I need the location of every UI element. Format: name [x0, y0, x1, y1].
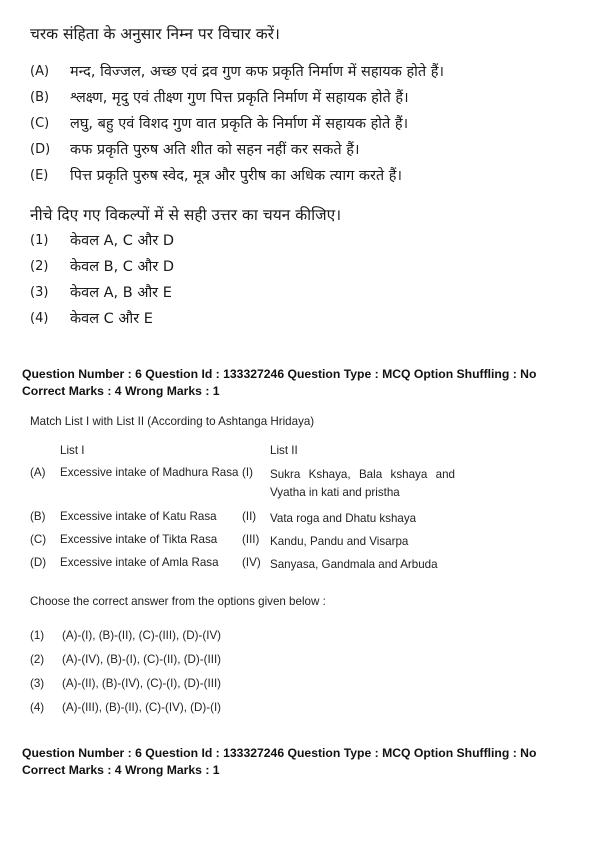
option-text: (A)-(IV), (B)-(I), (C)-(II), (D)-(III) — [62, 652, 222, 666]
option-1 — [30, 623, 221, 647]
option-3 — [30, 671, 221, 695]
row-text-b: Kandu, Pandu and Visarpa — [270, 535, 409, 548]
hindi-options — [30, 227, 174, 331]
statement-label: (D) — [30, 141, 51, 157]
option-2 — [30, 647, 221, 671]
match-row — [30, 466, 470, 510]
hindi-instruction: नीचे दिए गए विकल्पों में से सही उत्तर का चयन कीजिए। — [30, 206, 342, 224]
option-text: केवल C और E — [70, 311, 153, 327]
row-label-a: (D) — [30, 556, 47, 569]
choose-instruction: Choose the correct answer from the options given below : — [30, 595, 326, 608]
match-prompt: Match List I with List II (According to Ashtanga Hridaya) — [30, 415, 315, 428]
option-label: (4) — [30, 700, 45, 714]
list-2-header: List II — [270, 444, 298, 457]
option-4 — [30, 695, 221, 719]
statement-label: (B) — [30, 89, 50, 105]
option-label: (3) — [30, 676, 45, 690]
row-label-a: (B) — [30, 510, 46, 523]
statement-e — [30, 162, 444, 188]
question-meta-line: Question Number : 6 Question Id : 133327246 Question Type : MCQ Option Shuffling : No — [22, 367, 537, 381]
row-text-b: Sukra Kshaya, Bala kshaya and Vyatha in kati and pristha — [270, 468, 455, 499]
match-table-header — [30, 444, 470, 466]
option-3 — [30, 279, 174, 305]
statement-d — [30, 136, 444, 162]
row-label-b: (II) — [242, 510, 257, 523]
list-1-header: List I — [60, 444, 85, 457]
match-row — [30, 510, 470, 533]
option-label: (1) — [30, 628, 45, 642]
option-label: (4) — [30, 310, 49, 326]
option-text: केवल B, C और D — [70, 259, 175, 275]
statement-text: श्लक्ष्ण, मृदु एवं तीक्ष्ण गुण पित्त प्रकृति निर्माण में सहायक होते हैं। — [70, 90, 409, 106]
option-text: केवल A, C और D — [70, 233, 175, 249]
statement-text: पित्त प्रकृति पुरुष स्वेद, मूत्र और पुरीष का अधिक त्याग करते हैं। — [70, 168, 402, 184]
question-meta-header — [22, 366, 536, 400]
marks-line: Correct Marks : 4 Wrong Marks : 1 — [22, 384, 220, 398]
row-label-a: (A) — [30, 466, 46, 479]
row-label-b: (I) — [242, 466, 253, 479]
statement-text: कफ प्रकृति पुरुष अति शीत को सहन नहीं कर सकते हैं। — [70, 142, 360, 158]
option-text: (A)-(I), (B)-(II), (C)-(III), (D)-(IV) — [62, 628, 222, 642]
statement-label: (A) — [30, 63, 50, 79]
option-text: (A)-(II), (B)-(IV), (C)-(I), (D)-(III) — [62, 676, 222, 690]
row-text-a: Excessive intake of Amla Rasa — [60, 556, 219, 569]
option-1 — [30, 227, 174, 253]
question-meta-footer — [22, 745, 536, 779]
statement-label: (E) — [30, 167, 49, 183]
option-label: (3) — [30, 284, 49, 300]
row-text-b: Vata roga and Dhatu kshaya — [270, 512, 417, 525]
hindi-statements — [30, 58, 444, 188]
option-label: (2) — [30, 258, 49, 274]
row-text-a: Excessive intake of Tikta Rasa — [60, 533, 218, 546]
option-text: (A)-(III), (B)-(II), (C)-(IV), (D)-(I) — [62, 700, 222, 714]
row-text-a: Excessive intake of Madhura Rasa — [60, 466, 239, 479]
row-text-b: Sanyasa, Gandmala and Arbuda — [270, 558, 438, 571]
option-label: (2) — [30, 652, 45, 666]
question-meta-line: Question Number : 6 Question Id : 133327246 Question Type : MCQ Option Shuffling : No — [22, 746, 537, 760]
statement-b — [30, 84, 444, 110]
hindi-intro: चरक संहिता के अनुसार निम्न पर विचार करें। — [30, 25, 280, 43]
option-2 — [30, 253, 174, 279]
option-label: (1) — [30, 232, 49, 248]
option-4 — [30, 305, 174, 331]
row-text-a: Excessive intake of Katu Rasa — [60, 510, 217, 523]
match-table — [30, 444, 470, 579]
option-text: केवल A, B और E — [70, 285, 172, 301]
statement-c — [30, 110, 444, 136]
match-row — [30, 556, 470, 579]
marks-line: Correct Marks : 4 Wrong Marks : 1 — [22, 763, 220, 777]
statement-text: मन्द, विज्जल, अच्छ एवं द्रव गुण कफ प्रकृति निर्माण में सहायक होते हैं। — [70, 64, 444, 80]
statement-a — [30, 58, 444, 84]
row-label-b: (IV) — [242, 556, 261, 569]
statement-text: लघु, बहु एवं विशद गुण वात प्रकृति के निर्माण में सहायक होते हैं। — [70, 116, 409, 132]
english-options — [30, 623, 221, 719]
row-label-a: (C) — [30, 533, 47, 546]
statement-label: (C) — [30, 115, 50, 131]
match-row — [30, 533, 470, 556]
row-label-b: (III) — [242, 533, 260, 546]
